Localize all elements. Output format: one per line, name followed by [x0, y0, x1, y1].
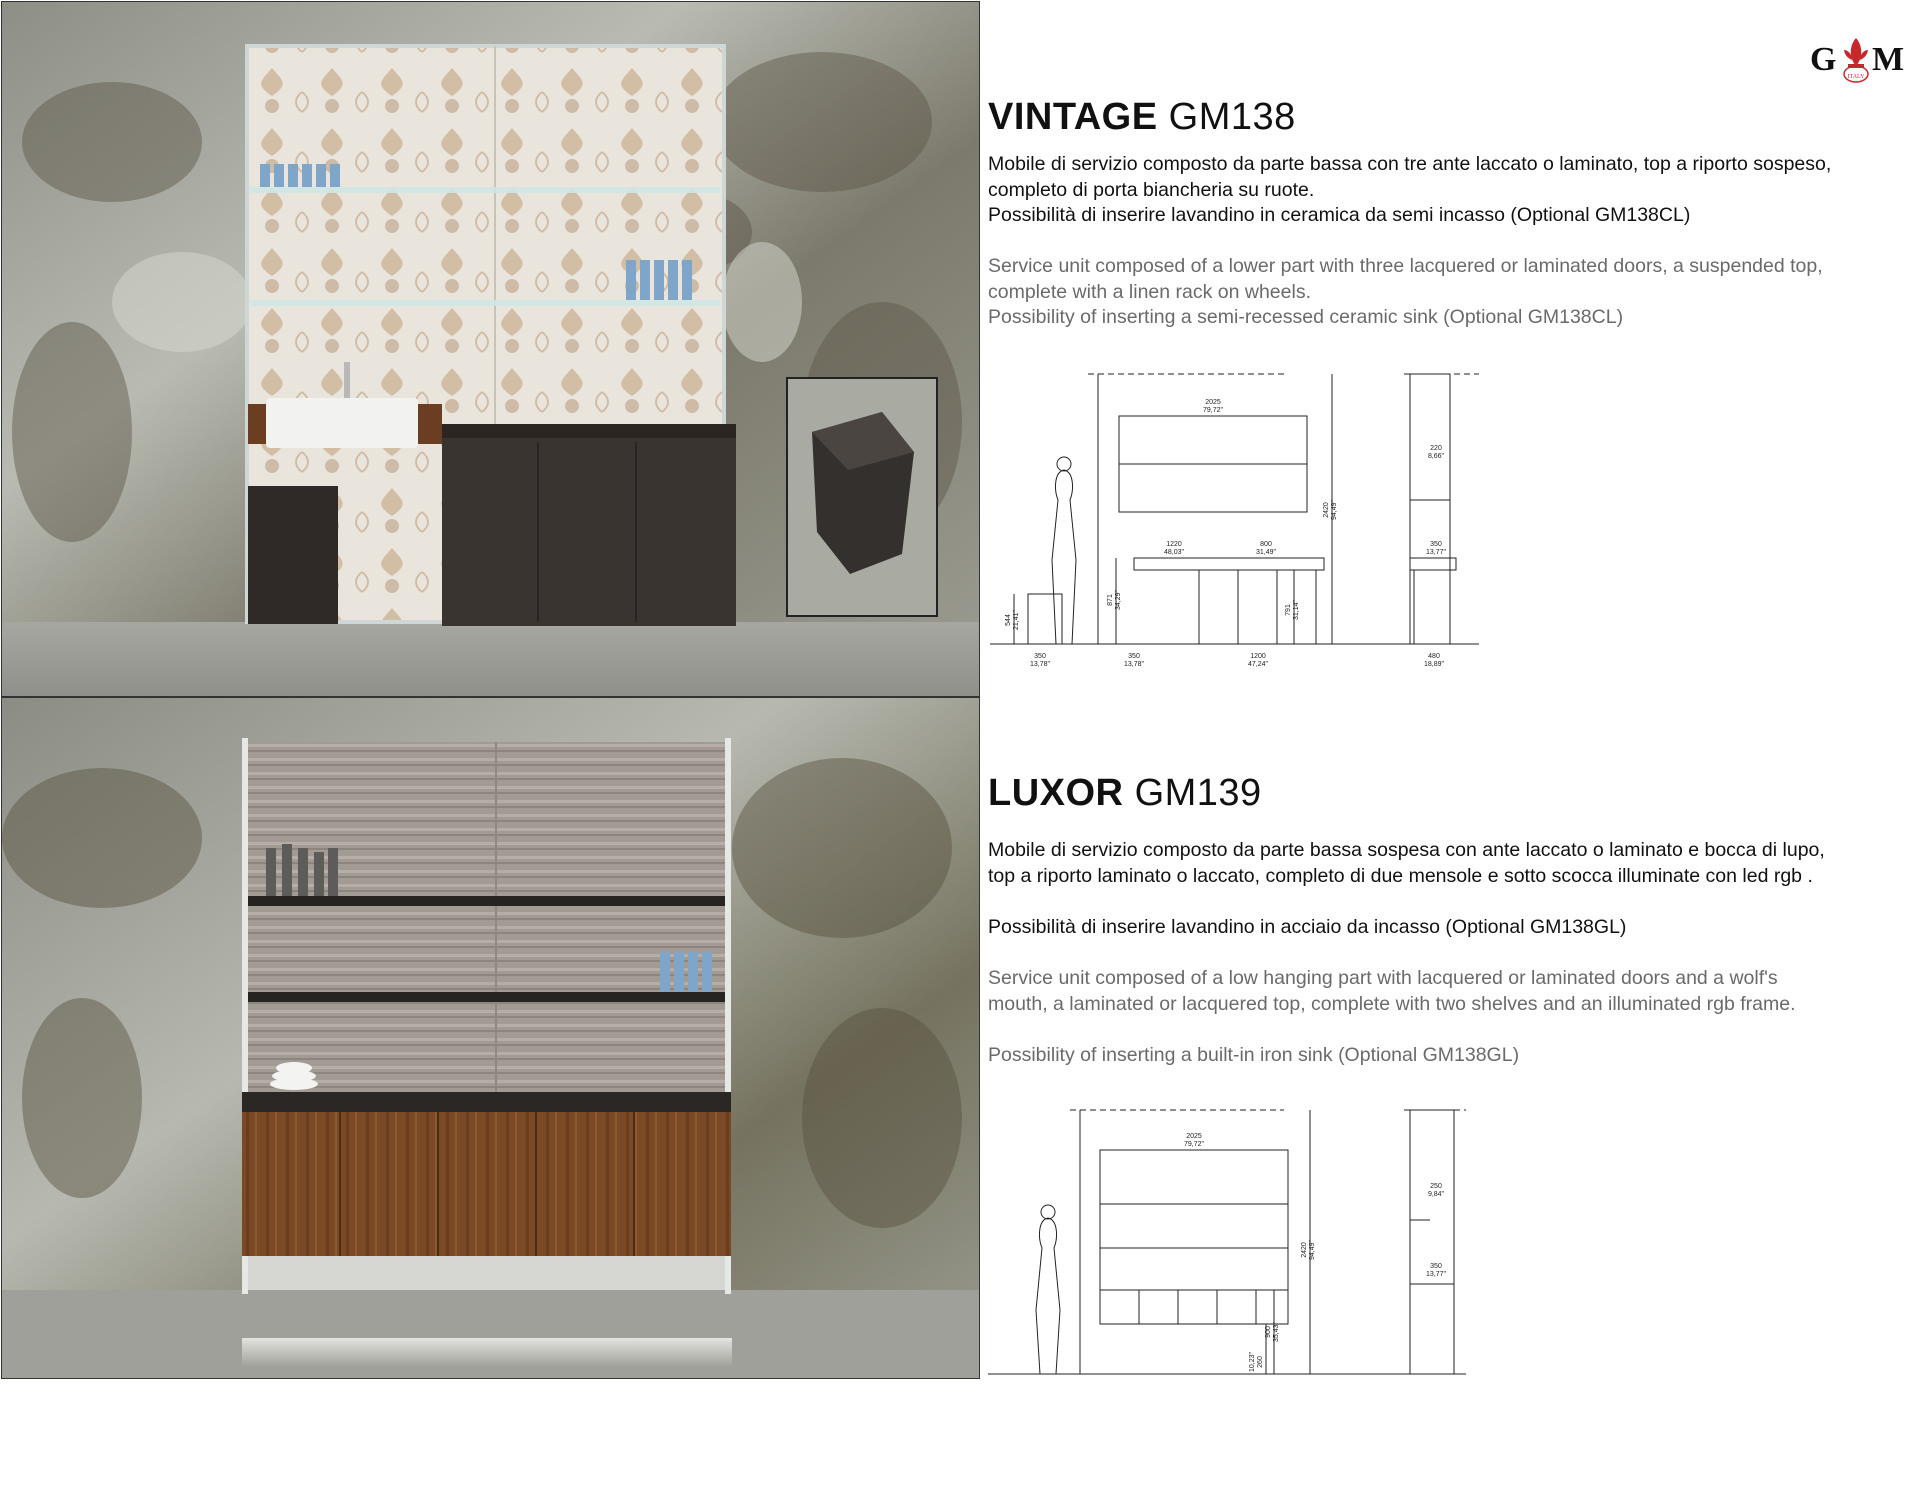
svg-text:ITALY: ITALY — [1847, 74, 1865, 80]
svg-text:8,66": 8,66" — [1427, 453, 1445, 460]
vintage-technical-drawing — [984, 360, 1484, 680]
svg-text:791: 791 — [1285, 604, 1292, 616]
svg-text:800: 800 — [1260, 541, 1272, 548]
svg-text:M: M — [1872, 41, 1904, 78]
description-en-line2: Possibility of inserting a built-in iron sink (Optional GM138GL) — [988, 1044, 1520, 1066]
svg-text:79,72": 79,72" — [1202, 407, 1224, 414]
description-en-line1: Service unit composed of a lower part with three lacquered or laminated doors, a suspended top, complete with a linen rack on wheels. — [988, 255, 1823, 303]
vintage-render-image — [1, 1, 980, 697]
svg-text:13,77": 13,77" — [1425, 549, 1447, 556]
description-en-line2: Possibility of inserting a semi-recessed ceramic sink (Optional GM138CL) — [988, 306, 1624, 328]
svg-text:94,49": 94,49" — [1331, 499, 1338, 521]
svg-text:79,72": 79,72" — [1183, 1141, 1205, 1148]
svg-text:13,77": 13,77" — [1425, 1271, 1447, 1278]
svg-text:18,89": 18,89" — [1423, 661, 1445, 668]
svg-text:350: 350 — [1034, 653, 1046, 660]
svg-text:35,43": 35,43" — [1273, 1321, 1280, 1343]
svg-text:871: 871 — [1107, 594, 1114, 606]
svg-text:350: 350 — [1430, 541, 1442, 548]
description-it-line1: Mobile di servizio composto da parte bassa con tre ante laccato o laminato, top a riporto sospeso, completo di porta biancheria su ruote. — [988, 153, 1832, 201]
svg-text:250: 250 — [1430, 1183, 1442, 1190]
svg-text:34,29": 34,29" — [1115, 589, 1122, 611]
product-name: LUXOR — [988, 772, 1124, 814]
product-code: GM138 — [1168, 96, 1296, 138]
svg-text:1220: 1220 — [1166, 541, 1182, 548]
svg-text:13,78": 13,78" — [1029, 661, 1051, 668]
product-code: GM139 — [1134, 772, 1262, 814]
svg-text:260: 260 — [1257, 1356, 1264, 1368]
svg-text:480: 480 — [1428, 653, 1440, 660]
svg-text:31,49": 31,49" — [1255, 549, 1277, 556]
svg-text:47,24": 47,24" — [1247, 661, 1269, 668]
luxor-technical-drawing — [984, 1100, 1484, 1380]
svg-text:2420: 2420 — [1301, 1242, 1308, 1258]
description-it-line2: Possibilità di inserire lavandino in acciaio da incasso (Optional GM138GL) — [988, 916, 1627, 938]
product-title-vintage — [988, 96, 1296, 139]
svg-text:13,78": 13,78" — [1123, 661, 1145, 668]
description-it-line1: Mobile di servizio composto da parte bassa sospesa con ante laccato o laminato e bocca di lupo, top a riporto laminato o laccato, completo di due mensole e sotto scocca illuminate con led rgb . — [988, 839, 1825, 887]
svg-text:10,23": 10,23" — [1249, 1351, 1256, 1373]
svg-text:900: 900 — [1265, 1326, 1272, 1338]
svg-text:31,14": 31,14" — [1293, 599, 1300, 621]
svg-text:G: G — [1810, 41, 1837, 78]
svg-text:9,84": 9,84" — [1427, 1191, 1445, 1198]
svg-text:94,49": 94,49" — [1309, 1239, 1316, 1261]
svg-text:2420: 2420 — [1323, 502, 1330, 518]
svg-text:544: 544 — [1005, 614, 1012, 626]
svg-text:350: 350 — [1430, 1263, 1442, 1270]
luxor-render-image — [1, 697, 980, 1379]
brand-logo[interactable] — [1808, 28, 1904, 92]
svg-text:2025: 2025 — [1186, 1133, 1202, 1140]
product-title-luxor — [988, 772, 1262, 815]
product-name: VINTAGE — [988, 96, 1158, 138]
svg-text:48,03": 48,03" — [1163, 549, 1185, 556]
description-it-line2: Possibilità di inserire lavandino in ceramica da semi incasso (Optional GM138CL) — [988, 204, 1691, 226]
svg-text:1200: 1200 — [1250, 653, 1266, 660]
svg-text:220: 220 — [1430, 445, 1442, 452]
svg-text:21,41": 21,41" — [1013, 609, 1020, 631]
svg-text:350: 350 — [1128, 653, 1140, 660]
description-en-line1: Service unit composed of a low hanging part with lacquered or laminated doors and a wolf's mouth, a laminated or lacquered top, complete with two shelves and an illuminated rgb frame. — [988, 967, 1796, 1015]
svg-text:2025: 2025 — [1205, 399, 1221, 406]
